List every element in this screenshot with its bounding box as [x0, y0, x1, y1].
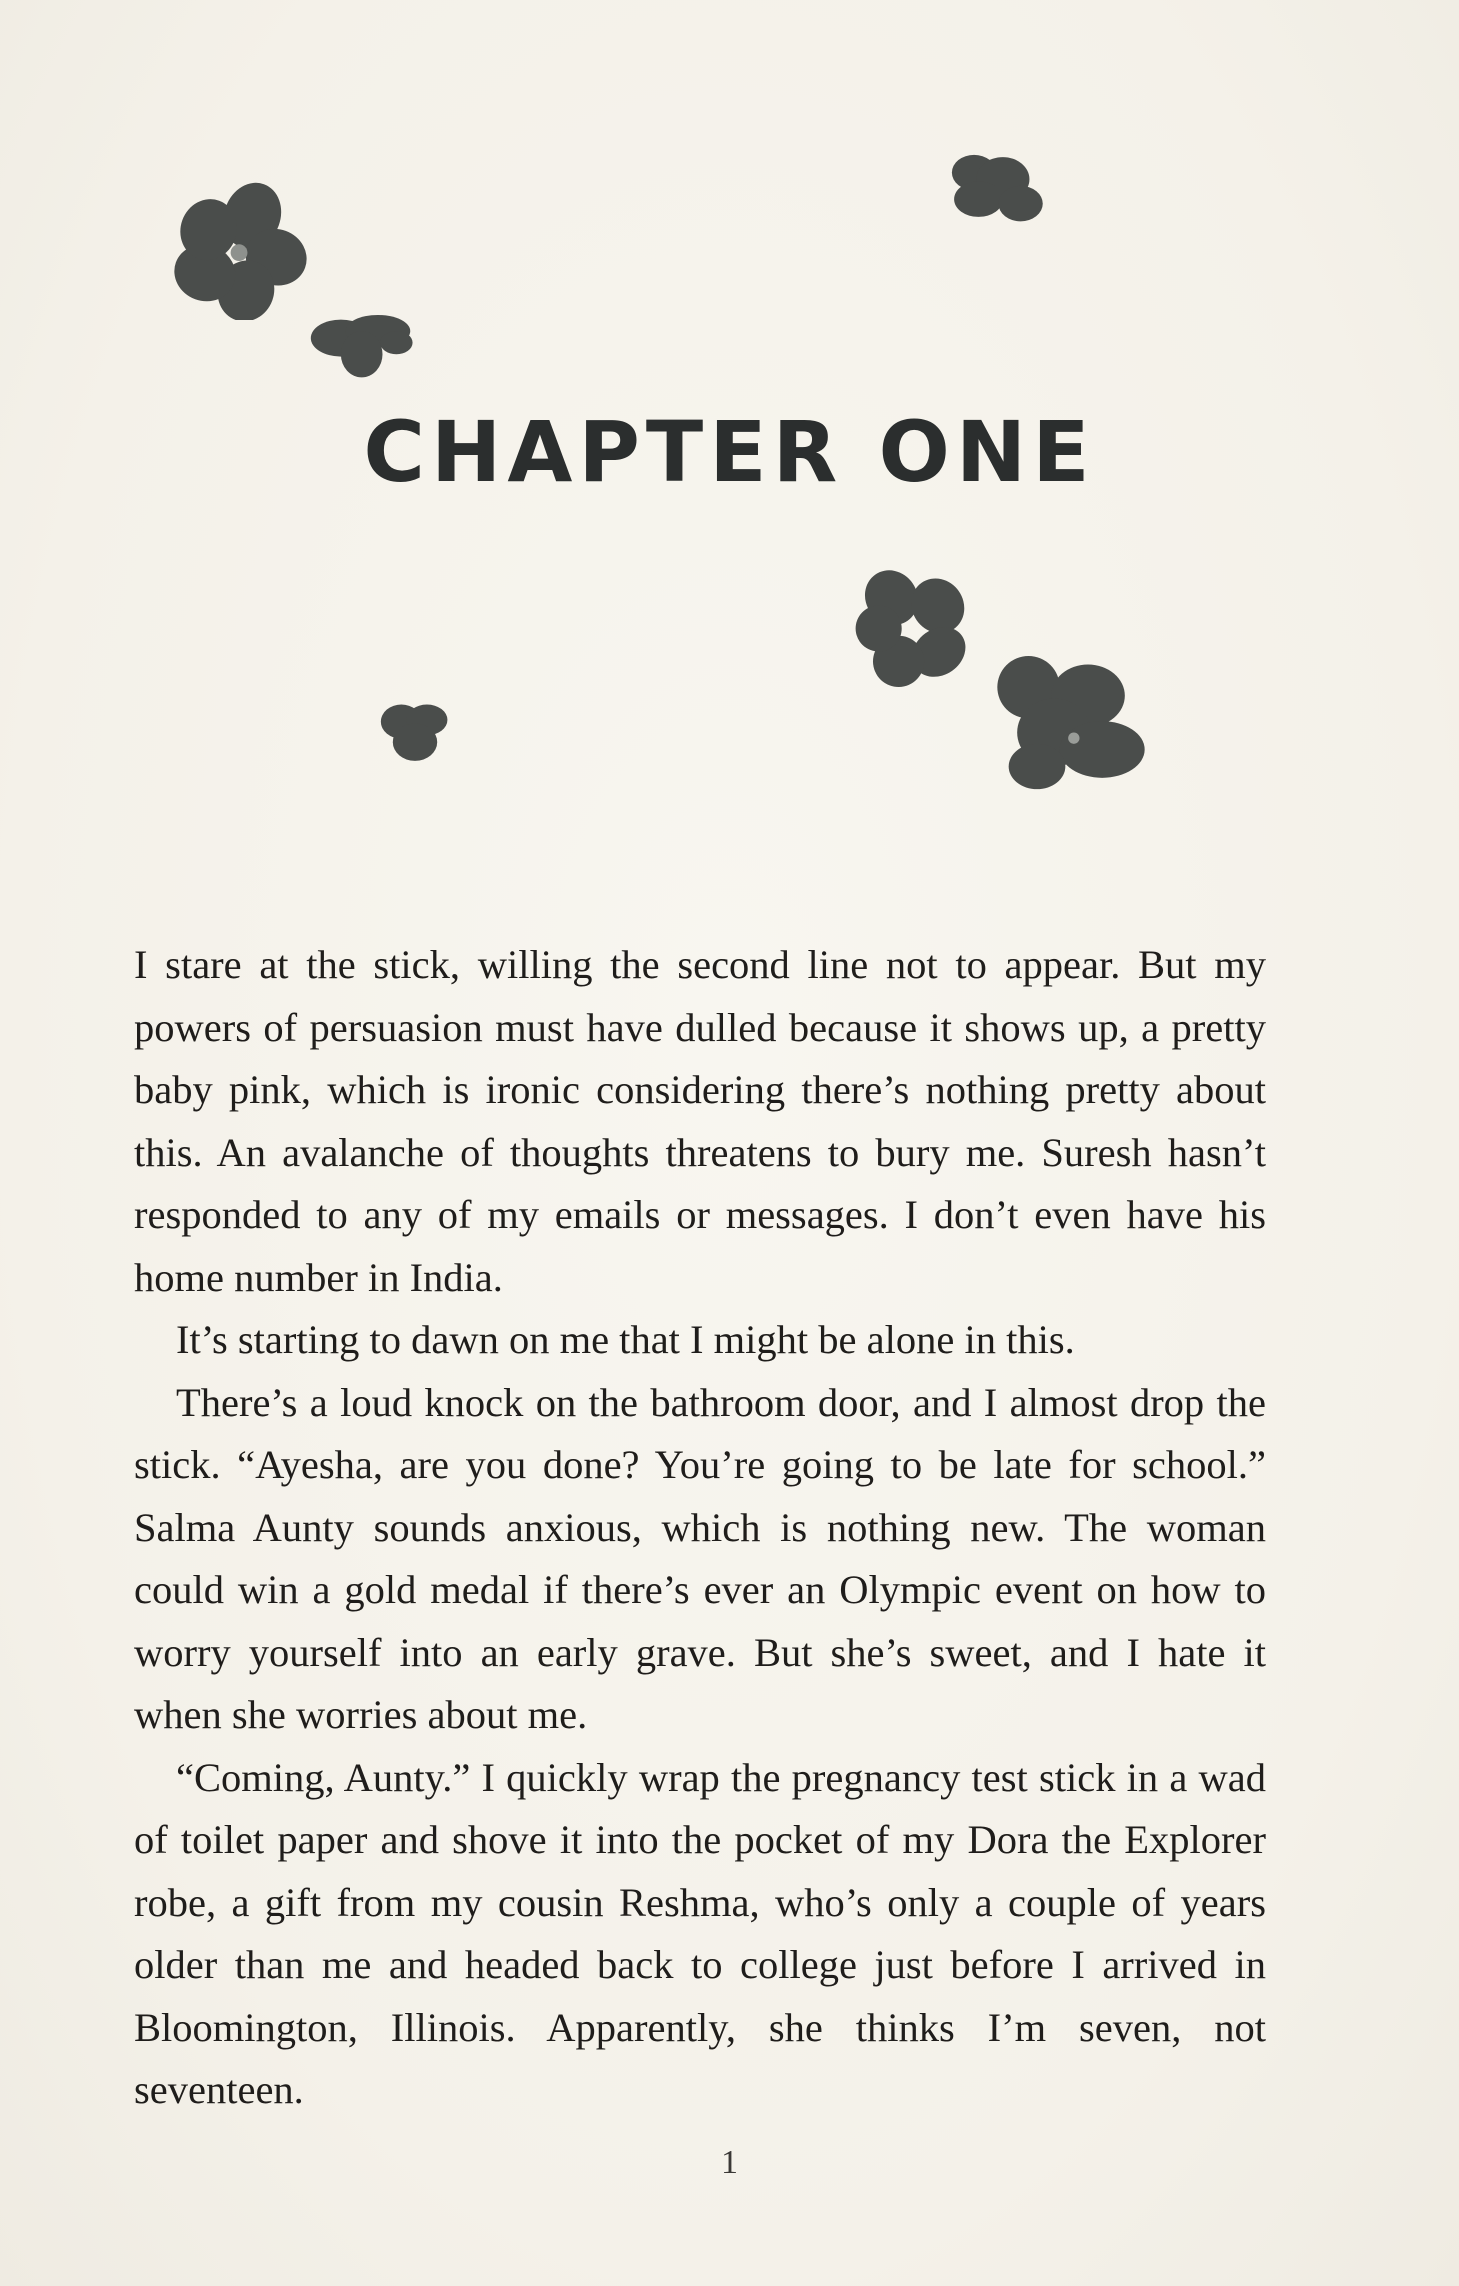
paragraph: It’s starting to dawn on me that I might be alone in this. — [176, 1317, 1075, 1362]
chapter-body — [134, 934, 1266, 2122]
flower-icon — [848, 562, 976, 692]
paragraph: There’s a loud knock on the bathroom door, and I almost drop the stick. “Ayesha, are you done? You’re going to be late for school.” Salma Aunty sounds anxious, which is nothing new. The woman could win a gold medal if there’s ever an Olympic event on how to worry yourself into an early grave. But she’s sweet, and I hate it when she worries about me. — [134, 1379, 1266, 1737]
page-number: 1 — [721, 2144, 738, 2181]
flower-icon — [372, 696, 458, 766]
paragraph: “Coming, Aunty.” I quickly wrap the pregnancy test stick in a wad of toilet paper and shove it into the pocket of my Dora the Explorer robe, a gift from my cousin Reshma, who’s only a couple of years older than me and headed back to college just before I arrived in Bloomington, Illinois. Apparently, she thinks I’m seven, not seventeen. — [134, 1754, 1266, 2112]
paragraph: I stare at the stick, willing the second line not to appear. But my powers of persuasion must have dulled because it shows up, a pretty baby pink, which is ironic considering there’s nothing pretty about this. An avalanche of thoughts threatens to bury me. Suresh hasn’t responded to any of my emails or messages. I don’t even have his home number in India. — [134, 942, 1266, 1300]
flower-icon — [938, 146, 1050, 228]
chapter-title: CHAPTER ONE — [363, 403, 1096, 501]
flower-icon — [170, 180, 310, 320]
flower-icon — [986, 650, 1156, 798]
flower-icon — [305, 308, 423, 382]
